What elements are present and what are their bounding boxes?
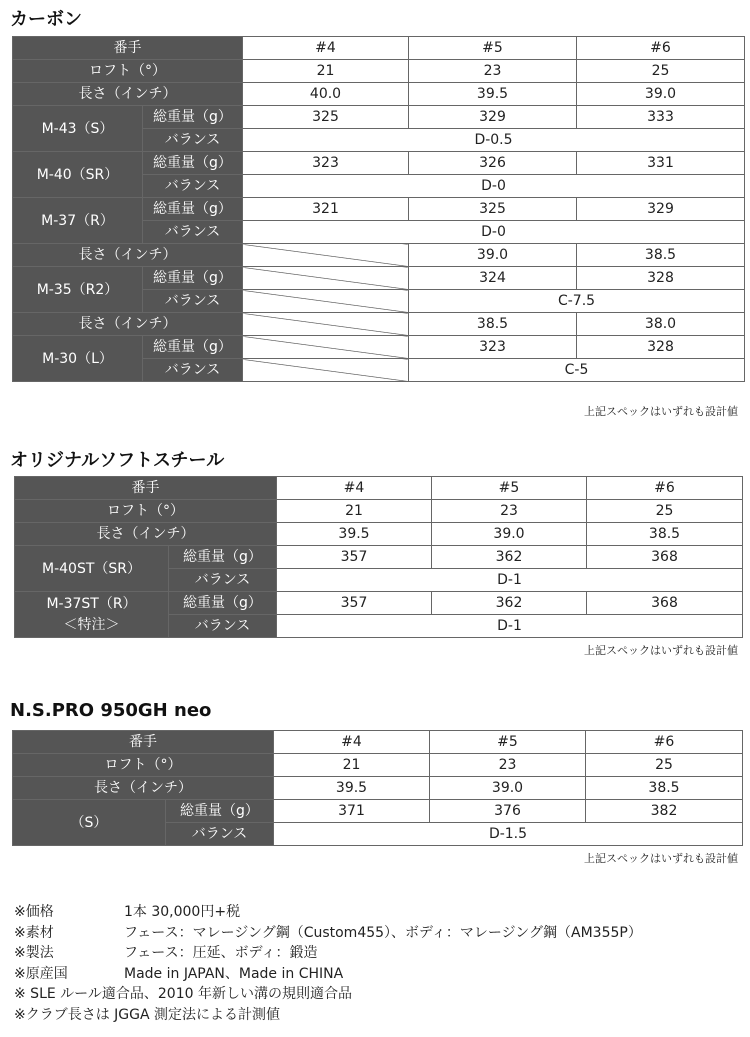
not-available-cell	[243, 290, 409, 313]
price-key: ※価格	[14, 904, 54, 920]
steel-section-title: オリジナルソフトスチール	[10, 450, 225, 471]
design-value-note: 上記スペックはいずれも設計値	[584, 852, 738, 865]
table-cell: 323	[243, 152, 409, 175]
row-label: バランス	[143, 290, 243, 313]
table-row	[15, 500, 743, 523]
table-row	[13, 267, 745, 290]
model-label: M-30（L）	[13, 336, 143, 382]
table-cell: 376	[430, 800, 586, 823]
table-cell: 23	[432, 500, 587, 523]
method-line	[14, 943, 642, 964]
row-label: 総重量（g）	[166, 800, 274, 823]
table-cell: 357	[277, 592, 432, 615]
model-label: （S）	[13, 800, 166, 846]
nspro-section-title: N.S.PRO 950GH neo	[10, 700, 212, 721]
table-cell: 333	[577, 106, 745, 129]
material-line	[14, 923, 642, 944]
table-row	[13, 800, 743, 823]
row-label: 総重量（g）	[143, 198, 243, 221]
table-cell: 21	[277, 500, 432, 523]
table-cell: D-0	[243, 221, 745, 244]
row-label: 総重量（g）	[143, 336, 243, 359]
product-notes	[14, 902, 642, 1025]
method-key: ※製法	[14, 945, 54, 961]
row-label: 総重量（g）	[143, 267, 243, 290]
table-cell: C-7.5	[409, 290, 745, 313]
row-label: 総重量（g）	[169, 592, 277, 615]
method-value: フェース：圧延、ボディ：鍛造	[124, 945, 318, 961]
table-cell: 38.5	[409, 313, 577, 336]
model-label: M-35（R2）	[13, 267, 143, 313]
model-label: M-37（R）	[13, 198, 143, 244]
carbon-section-title: カーボン	[10, 9, 82, 30]
not-available-cell	[243, 336, 409, 359]
model-note: ＜特注＞	[63, 616, 120, 633]
table-cell: 23	[430, 754, 586, 777]
header-cell: #4	[274, 731, 430, 754]
price-value: 1本 30,000円+税	[124, 904, 241, 920]
model-label: M-40（SR）	[13, 152, 143, 198]
table-cell: 40.0	[243, 83, 409, 106]
table-cell: D-1.5	[274, 823, 743, 846]
not-available-cell	[243, 244, 409, 267]
table-row	[13, 244, 745, 267]
table-cell: 39.0	[430, 777, 586, 800]
table-cell: 25	[587, 500, 743, 523]
material-key: ※素材	[14, 924, 54, 941]
row-label: ロフト（°）	[13, 60, 243, 83]
table-cell: 371	[274, 800, 430, 823]
table-cell: D-0	[243, 175, 745, 198]
row-label: 長さ（インチ）	[13, 313, 243, 336]
table-cell: D-1	[277, 569, 743, 592]
header-cell: #5	[432, 477, 587, 500]
header-cell: 番手	[13, 37, 243, 60]
table-row	[13, 83, 745, 106]
table-cell: 39.0	[409, 244, 577, 267]
row-label: 長さ（インチ）	[13, 777, 274, 800]
table-row	[15, 546, 743, 569]
table-cell: D-0.5	[243, 129, 745, 152]
table-cell: 39.5	[274, 777, 430, 800]
row-label: 総重量（g）	[143, 152, 243, 175]
table-cell: 325	[243, 106, 409, 129]
model-label	[15, 592, 169, 638]
table-row	[13, 777, 743, 800]
steel-spec-table	[14, 476, 743, 638]
row-label: 長さ（インチ）	[13, 83, 243, 106]
header-cell: 番手	[13, 731, 274, 754]
origin-line	[14, 964, 642, 985]
table-cell: 323	[409, 336, 577, 359]
header-cell: #6	[587, 477, 743, 500]
header-cell: #4	[277, 477, 432, 500]
row-label: バランス	[143, 221, 243, 244]
table-cell: 329	[409, 106, 577, 129]
header-cell: #6	[586, 731, 743, 754]
not-available-cell	[243, 267, 409, 290]
table-cell: 39.5	[409, 83, 577, 106]
price-line	[14, 902, 642, 923]
row-label: 長さ（インチ）	[13, 244, 243, 267]
origin-value: Made in JAPAN、Made in CHINA	[124, 965, 344, 982]
row-label: ロフト（°）	[15, 500, 277, 523]
row-label: バランス	[143, 129, 243, 152]
header-cell: #5	[409, 37, 577, 60]
table-cell: 382	[586, 800, 743, 823]
row-label: 総重量（g）	[143, 106, 243, 129]
table-cell: 39.0	[432, 523, 587, 546]
row-label: 長さ（インチ）	[15, 523, 277, 546]
row-label: 総重量（g）	[169, 546, 277, 569]
design-value-note: 上記スペックはいずれも設計値	[584, 405, 738, 418]
table-row	[13, 336, 745, 359]
table-row	[13, 198, 745, 221]
design-value-note: 上記スペックはいずれも設計値	[584, 644, 738, 657]
table-row	[13, 754, 743, 777]
table-row	[13, 313, 745, 336]
table-row	[13, 37, 745, 60]
table-cell: 321	[243, 198, 409, 221]
carbon-spec-table	[12, 36, 745, 382]
model-name: M-37ST（R）	[46, 596, 137, 613]
row-label: ロフト（°）	[13, 754, 274, 777]
table-cell: 368	[587, 546, 743, 569]
table-cell: 357	[277, 546, 432, 569]
table-cell: 39.5	[277, 523, 432, 546]
table-row	[13, 152, 745, 175]
table-row	[15, 477, 743, 500]
table-cell: 331	[577, 152, 745, 175]
row-label: バランス	[143, 359, 243, 382]
table-cell: 38.5	[586, 777, 743, 800]
table-cell: 21	[274, 754, 430, 777]
table-cell: 328	[577, 267, 745, 290]
table-cell: 38.5	[577, 244, 745, 267]
table-cell: 25	[586, 754, 743, 777]
not-available-cell	[243, 359, 409, 382]
header-cell: #5	[430, 731, 586, 754]
table-row	[13, 106, 745, 129]
table-cell: 324	[409, 267, 577, 290]
not-available-cell	[243, 313, 409, 336]
table-cell: C-5	[409, 359, 745, 382]
header-cell: #4	[243, 37, 409, 60]
row-label: バランス	[143, 175, 243, 198]
sle-note: ※ SLE ルール適合品、2010 年新しい溝の規則適合品	[14, 986, 352, 1002]
table-cell: 23	[409, 60, 577, 83]
table-row	[15, 523, 743, 546]
table-cell: 362	[432, 546, 587, 569]
table-cell: 328	[577, 336, 745, 359]
table-row	[13, 731, 743, 754]
origin-key: ※原産国	[14, 965, 68, 982]
table-cell: 362	[432, 592, 587, 615]
header-cell: 番手	[15, 477, 277, 500]
table-cell: 38.0	[577, 313, 745, 336]
table-cell: 25	[577, 60, 745, 83]
table-cell: 325	[409, 198, 577, 221]
row-label: バランス	[169, 615, 277, 638]
table-cell: 329	[577, 198, 745, 221]
table-row	[15, 592, 743, 615]
model-label: M-43（S）	[13, 106, 143, 152]
table-row	[13, 60, 745, 83]
row-label: バランス	[169, 569, 277, 592]
table-cell: 326	[409, 152, 577, 175]
table-cell: D-1	[277, 615, 743, 638]
jgga-note: ※クラブ長さは JGGA 測定法による計測値	[14, 1006, 281, 1023]
nspro-spec-table	[12, 730, 743, 846]
material-value: フェース：マレージング鋼（Custom455）、ボディ：マレージング鋼（AM355P）	[124, 924, 642, 941]
model-label: M-40ST（SR）	[15, 546, 169, 592]
table-cell: 38.5	[587, 523, 743, 546]
header-cell: #6	[577, 37, 745, 60]
table-cell: 39.0	[577, 83, 745, 106]
table-cell: 21	[243, 60, 409, 83]
table-cell: 368	[587, 592, 743, 615]
row-label: バランス	[166, 823, 274, 846]
